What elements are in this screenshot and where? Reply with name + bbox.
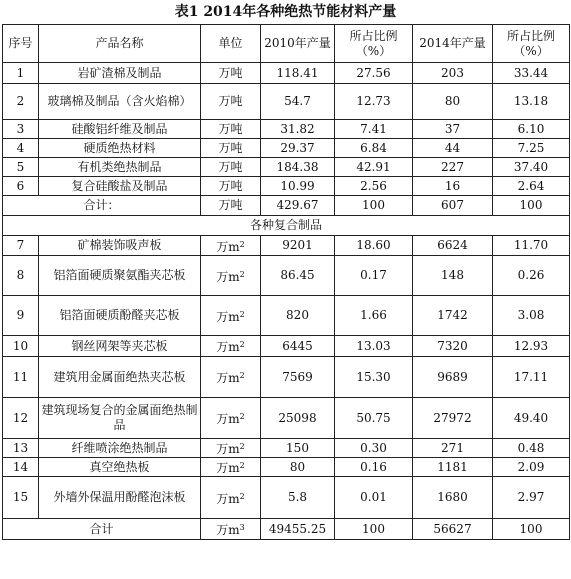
cell-2014-share: 0.26 [493, 256, 570, 296]
cell-seq: 13 [3, 439, 39, 458]
table-row [3, 84, 570, 120]
cell-seq: 12 [3, 398, 39, 439]
cell-name: 矿棉装饰吸声板 [39, 236, 201, 256]
cell-2010-output: 9201 [261, 236, 335, 256]
cell-2010-share: 100 [335, 196, 413, 216]
cell-2010-share: 2.56 [335, 177, 413, 196]
cell-name: 外墙外保温用酚醛泡沫板 [39, 477, 201, 519]
table-row [3, 357, 570, 398]
cell-2010-share: 7.41 [335, 120, 413, 139]
cell-2014-output: 1742 [413, 296, 493, 336]
cell-seq: 5 [3, 158, 39, 177]
cell-unit: 万$m^2$ [201, 296, 261, 336]
cell-2014-output: 271 [413, 439, 493, 458]
cell-2014-output: 148 [413, 256, 493, 296]
cell-2014-share: 2.09 [493, 458, 570, 477]
cell-2010-output: 429.67 [261, 196, 335, 216]
cell-unit: 万$m^2$ [201, 398, 261, 439]
cell-2014-share: 2.64 [493, 177, 570, 196]
cell-2014-output: 27972 [413, 398, 493, 439]
cell-unit: 万$m^2$ [201, 439, 261, 458]
cell-2010-share: 13.03 [335, 336, 413, 357]
table-row [3, 120, 570, 139]
cell-2010-output: 150 [261, 439, 335, 458]
cell-2010-share: 6.84 [335, 139, 413, 158]
cell-2014-share: 7.25 [493, 139, 570, 158]
cell-2010-output: 5.8 [261, 477, 335, 519]
table-row [3, 296, 570, 336]
header-name: 产品名称 [39, 25, 201, 63]
table-row [3, 398, 570, 439]
cell-2014-output: 607 [413, 196, 493, 216]
cell-2010-share: 12.73 [335, 84, 413, 120]
cell-seq: 15 [3, 477, 39, 519]
table-row [3, 158, 570, 177]
cell-2014-share: 37.40 [493, 158, 570, 177]
cell-2010-output: 31.82 [261, 120, 335, 139]
cell-name: 岩矿渣棉及制品 [39, 63, 201, 84]
cell-2014-share: 100 [493, 519, 570, 540]
cell-2010-output: 118.41 [261, 63, 335, 84]
cell-2014-share: 13.18 [493, 84, 570, 120]
cell-2014-output: 7320 [413, 336, 493, 357]
cell-2014-output: 1680 [413, 477, 493, 519]
cell-2014-share: 100 [493, 196, 570, 216]
cell-2010-share: 1.66 [335, 296, 413, 336]
cell-2010-output: 86.45 [261, 256, 335, 296]
cell-unit: 万$m^2$ [201, 236, 261, 256]
header-unit: 单位 [201, 25, 261, 63]
cell-2010-share: 0.01 [335, 477, 413, 519]
cell-2014-share: 11.70 [493, 236, 570, 256]
cell-2014-share: 6.10 [493, 120, 570, 139]
cell-2010-share: 27.56 [335, 63, 413, 84]
cell-2014-output: 16 [413, 177, 493, 196]
table-row [3, 439, 570, 458]
cell-2014-share: 33.44 [493, 63, 570, 84]
total-label: 合计 [3, 519, 201, 540]
cell-seq: 6 [3, 177, 39, 196]
cell-2010-output: 10.99 [261, 177, 335, 196]
cell-name: 真空绝热板 [39, 458, 201, 477]
cell-unit: 万吨 [201, 177, 261, 196]
cell-2014-share: 49.40 [493, 398, 570, 439]
cell-2010-share: 0.17 [335, 256, 413, 296]
cell-name: 复合硅酸盐及制品 [39, 177, 201, 196]
cell-seq: 9 [3, 296, 39, 336]
cell-name: 玻璃棉及制品（含火焰棉） [39, 84, 201, 120]
header-2014-output: 2014年产量 [413, 25, 493, 63]
cell-2010-share: 50.75 [335, 398, 413, 439]
subtotal-label: 合计： [3, 196, 201, 216]
cell-name: 有机类绝热制品 [39, 158, 201, 177]
cell-2010-output: 820 [261, 296, 335, 336]
cell-2010-output: 49455.25 [261, 519, 335, 540]
cell-seq: 3 [3, 120, 39, 139]
header-row [3, 25, 570, 63]
header-2010-output: 2010年产量 [261, 25, 335, 63]
cell-unit: 万$m^3$ [201, 519, 261, 540]
cell-unit: 万$m^2$ [201, 458, 261, 477]
cell-name: 建筑现场复合的金属面绝热制品 [39, 398, 201, 439]
cell-unit: 万吨 [201, 63, 261, 84]
subtotal-row [3, 196, 570, 216]
cell-2010-output: 184.38 [261, 158, 335, 177]
cell-2014-output: 9689 [413, 357, 493, 398]
cell-name: 硅酸铝纤维及制品 [39, 120, 201, 139]
cell-unit: 万$m^2$ [201, 477, 261, 519]
cell-2014-output: 203 [413, 63, 493, 84]
table-row [3, 236, 570, 256]
table-row [3, 139, 570, 158]
cell-2014-share: 0.48 [493, 439, 570, 458]
cell-seq: 2 [3, 84, 39, 120]
table-row [3, 256, 570, 296]
cell-2014-share: 12.93 [493, 336, 570, 357]
cell-2014-output: 80 [413, 84, 493, 120]
cell-name: 钢丝网架等夹芯板 [39, 336, 201, 357]
table-row [3, 336, 570, 357]
cell-seq: 4 [3, 139, 39, 158]
cell-2010-output: 29.37 [261, 139, 335, 158]
table-row [3, 458, 570, 477]
cell-2010-share: 100 [335, 519, 413, 540]
cell-unit: 万$m^2$ [201, 357, 261, 398]
cell-2014-output: 227 [413, 158, 493, 177]
cell-name: 纤维喷涂绝热制品 [39, 439, 201, 458]
total-row [3, 519, 570, 540]
cell-2010-output: 7569 [261, 357, 335, 398]
section-title: 各种复合制品 [3, 216, 570, 236]
header-seq: 序号 [3, 25, 39, 63]
table-row [3, 477, 570, 519]
section-title-row [3, 216, 570, 236]
cell-2010-output: 25098 [261, 398, 335, 439]
cell-seq: 7 [3, 236, 39, 256]
cell-unit: 万吨 [201, 120, 261, 139]
cell-name: 铝箔面硬质聚氨酯夹芯板 [39, 256, 201, 296]
cell-unit: 万$m^2$ [201, 256, 261, 296]
cell-2014-output: 37 [413, 120, 493, 139]
cell-unit: 万吨 [201, 139, 261, 158]
cell-2010-share: 0.30 [335, 439, 413, 458]
cell-name: 铝箔面硬质酚醛夹芯板 [39, 296, 201, 336]
cell-name: 建筑用金属面绝热夹芯板 [39, 357, 201, 398]
cell-unit: 万吨 [201, 158, 261, 177]
table-row [3, 63, 570, 84]
cell-name: 硬质绝热材料 [39, 139, 201, 158]
cell-seq: 10 [3, 336, 39, 357]
cell-2014-output: 1181 [413, 458, 493, 477]
header-2010-share: 所占比例（%） [335, 25, 413, 63]
cell-2014-share: 17.11 [493, 357, 570, 398]
table-caption: 表1 2014年各种绝热节能材料产量 [174, 4, 397, 20]
cell-2014-output: 56627 [413, 519, 493, 540]
cell-unit: 万$m^2$ [201, 336, 261, 357]
cell-2010-output: 54.7 [261, 84, 335, 120]
cell-2014-output: 6624 [413, 236, 493, 256]
cell-2014-share: 3.08 [493, 296, 570, 336]
cell-seq: 11 [3, 357, 39, 398]
cell-2010-share: 18.60 [335, 236, 413, 256]
cell-unit: 万吨 [201, 196, 261, 216]
cell-2010-share: 0.16 [335, 458, 413, 477]
cell-2010-share: 42.91 [335, 158, 413, 177]
cell-seq: 14 [3, 458, 39, 477]
cell-unit: 万吨 [201, 84, 261, 120]
table-row [3, 177, 570, 196]
header-2014-share: 所占比例（%） [493, 25, 570, 63]
cell-seq: 1 [3, 63, 39, 84]
cell-2010-output: 80 [261, 458, 335, 477]
cell-2014-output: 44 [413, 139, 493, 158]
cell-seq: 8 [3, 256, 39, 296]
production-table [2, 24, 570, 540]
cell-2010-output: 6445 [261, 336, 335, 357]
cell-2014-share: 2.97 [493, 477, 570, 519]
cell-2010-share: 15.30 [335, 357, 413, 398]
